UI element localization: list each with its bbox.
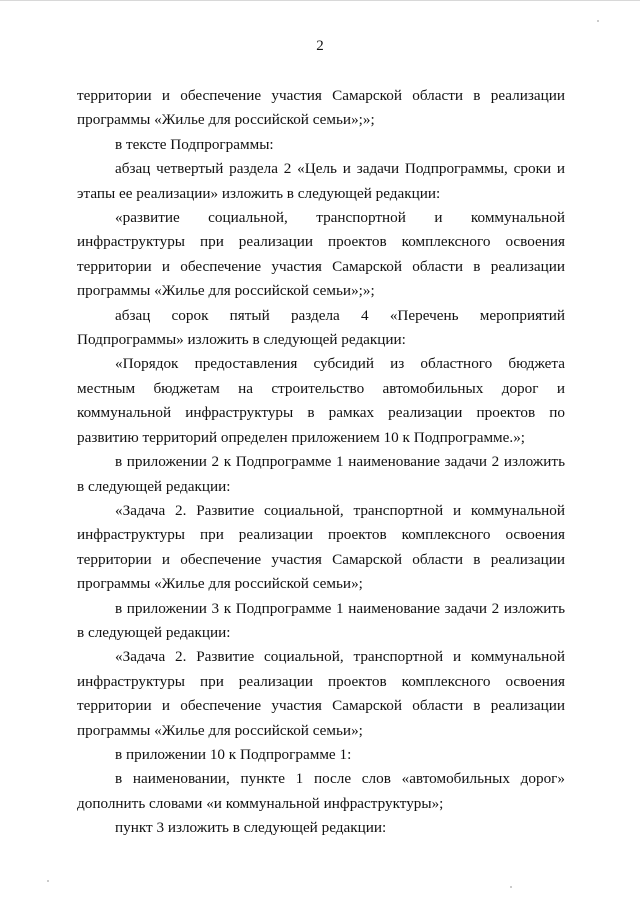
paragraph: абзац четвертый раздела 2 «Цель и задачи Подпрограммы, сроки и этапы ее реализации» изложить в следующей редакции: xyxy=(77,160,565,202)
paragraph-quote: «развитие социальной, транспортной и коммунальной инфраструктуры при реализации проектов комплексного освоения территории и обеспечение участия Самарской области в реализации программы «Жилье для российской семьи»;»; xyxy=(77,209,565,300)
paragraph: в приложении 3 к Подпрограмме 1 наименование задачи 2 изложить в следующей редакции: xyxy=(77,599,565,641)
top-edge-line xyxy=(0,0,640,1)
paragraph-continuation: территории и обеспечение участия Самарской области в реализации программы «Жилье для российской семьи»;»; xyxy=(77,87,565,129)
scan-speck xyxy=(47,880,49,882)
page-number: 2 xyxy=(316,38,324,54)
paragraph: в тексте Подпрограммы: xyxy=(115,135,274,153)
paragraph: пункт 3 изложить в следующей редакции: xyxy=(115,819,387,837)
paragraph: в приложении 2 к Подпрограмме 1 наименование задачи 2 изложить в следующей редакции: xyxy=(77,453,565,495)
scan-speck xyxy=(510,886,512,888)
paragraph-quote: «Порядок предоставления субсидий из областного бюджета местным бюджетам на строительство автомобильных дорог и коммунальной инфраструктуры в рамках реализации проектов по развитию территорий определен приложением 10 к Подпрограмме.»; xyxy=(77,355,565,446)
paragraph: в наименовании, пункте 1 после слов «автомобильных дорог» дополнить словами «и коммунальной инфраструктуры»; xyxy=(77,770,565,812)
paragraph-quote: «Задача 2. Развитие социальной, транспортной и коммунальной инфраструктуры при реализации проектов комплексного освоения территории и обеспечение участия Самарской области в реализации программы «Жилье для российской семьи»; xyxy=(77,648,565,739)
paragraph: в приложении 10 к Подпрограмме 1: xyxy=(115,745,352,763)
scan-speck xyxy=(597,20,599,22)
paragraph: абзац сорок пятый раздела 4 «Перечень мероприятий Подпрограммы» изложить в следующей редакции: xyxy=(77,306,565,349)
paragraph-quote: «Задача 2. Развитие социальной, транспортной и коммунальной инфраструктуры при реализации проектов комплексного освоения территории и обеспечение участия Самарской области в реализации программы «Жилье для российской семьи»; xyxy=(77,501,565,593)
document-body xyxy=(77,84,565,841)
